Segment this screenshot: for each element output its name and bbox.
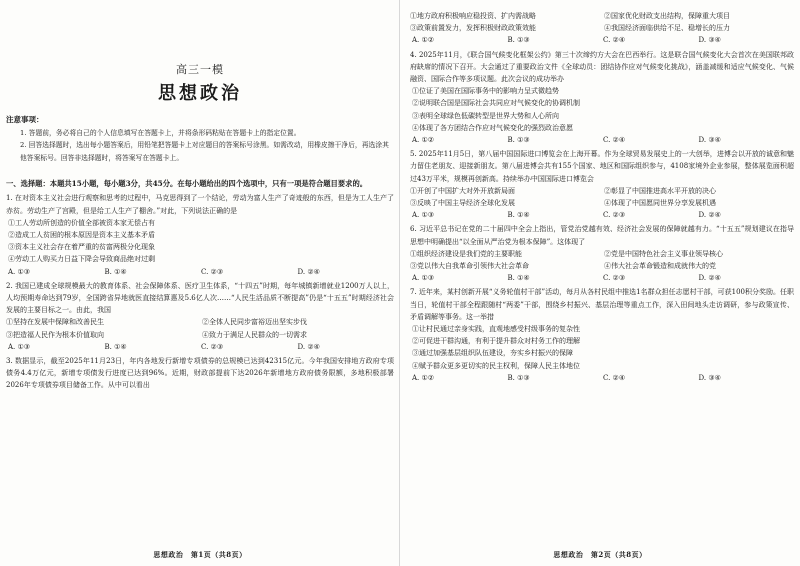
statement-option: ③通过加强基层组织队伍建设，夯实乡村振兴的保障 [412,349,573,358]
statement-option: ①工人劳动所创造的价值全部被资本家无偿占有 [8,218,155,227]
statement-option: ④体现了中国愿同世界分享发展机遇 [604,199,716,208]
statement-option: ②可促进干群沟通，有利于提升群众对村务工作的理解 [412,337,580,346]
answer-choice-a: A. ①③ [412,274,435,283]
statement-option: ②造成工人贫困的根本原因是资本主义基本矛盾 [8,230,155,239]
statement-option: ①开创了中国扩大对外开放新局面 [410,186,515,195]
answer-choices [410,134,794,146]
answer-choice-b: B. ①④ [104,267,127,276]
statement-row [410,10,794,22]
statement-option: ②说明联合国是国际社会共同应对气候变化的协调机制 [412,99,580,108]
question-stem: 3. 数据显示，截至2025年11月23日，年内各地发行新增专项债券的总规模已达到42315亿元。今年我国安排地方政府专项债务4.4万亿元，新增专项债发行进度已达到96%。近期，财政部提前下达2026年新增地方政府债务限额，多地积极部署2026年专项债券项目储备工作。从中可以看出 [6,356,394,390]
answer-choice-b: B. ①③ [507,136,530,145]
statement-row [410,185,794,197]
answer-choice-a: A. ①② [412,373,435,382]
answer-choice-a: A. ①③ [8,267,31,276]
answer-choice-d: D. ③④ [698,373,721,382]
section-heading: 一、选择题：本题共15小题，每小题3分，共45分。在每小题给出的四个选项中，只有一项是符合题目要求的。 [6,179,368,189]
answer-choice-c: C. ②④ [603,136,626,145]
statement-option: ②全体人民同步富裕迈出坚实步伐 [202,318,307,327]
statement-option: ③党以伟大自我革命引领伟大社会革命 [410,262,529,271]
question-3-options [410,10,794,47]
question-stem: 2. 我国已建成全球规模最大的教育体系、社会保障体系、医疗卫生体系，“十四五”时期，每年城镇新增就业1200万人以上，人均预期寿命达到79岁，全国跨省异地就医直接结算惠及5.6亿人次……“人民生活品质不断提高”仍是“十五五”时期经济社会发展的主要目标之一。由此，我国 [6,281,394,315]
notice-heading: 注意事项： [6,115,44,125]
question-1 [6,192,394,277]
statement-option: ①地方政府积极响应稳投资、扩内需战略 [410,12,536,20]
question-stem: 4. 2025年11月，《联合国气候变化框架公约》第三十次缔约方大会在巴西举行。这是联合国气候变化大会首次在美国联邦政府缺席的情况下召开。大会通过了重要政治文件《全球动员：团结协作应对气候变化挑战》，涵盖减缓和适应气候变化、气候融资、国际合作等多项议题。此次会议的成功举办 [410,50,794,84]
statement-option: ②国家优化财政支出结构，保障重大项目 [604,12,730,20]
statement-row [6,329,394,341]
statement-option: ②党是中国特色社会主义事业领导核心 [604,249,723,258]
answer-choice-b: B. ①④ [507,274,530,283]
answer-choice-c: C. ②③ [201,342,224,351]
answer-choice-c: C. ②④ [603,36,626,45]
page-right-content [410,8,794,384]
statement-option: ②彰显了中国推进高水平开放的决心 [604,186,716,195]
question-3 [6,355,394,392]
answer-choice-d: D. ②④ [297,342,320,351]
answer-choice-d: D. ③④ [698,36,721,45]
statement-option: ④体现了各方团结合作应对气候变化的强烈政治意愿 [412,123,573,132]
statement-row [410,260,794,272]
exam-label: 高三一模 [176,63,224,76]
notice-item: 1. 答题前，务必将自己的个人信息填写在答题卡上，并将条形码粘贴在答题卡上的指定位置。 [20,128,301,137]
notice-item: 2. 回答选择题时，选出每小题答案后，用铅笔把答题卡上对应题目的答案标号涂黑。如需改动，用橡皮擦干净后，再选涂其他答案标号。回答非选择题时，将答案写在答题卡上。 [20,141,389,162]
answer-choice-b: B. ①④ [507,211,530,220]
answer-choice-c: C. ②④ [603,373,626,382]
statement-option: ③政策前置发力，发挥积极财政政策效能 [410,24,536,33]
statement-option: ③把造福人民作为根本价值取向 [6,330,104,339]
page-right [400,0,800,566]
statement-option: ①组织经济建设是我们党的主要职能 [410,249,522,258]
question-stem: 7. 近年来，某村创新开展“义务轮值村干部”活动，每月从各村民组中推选1名群众担任志愿村干部，可获100积分奖励。任职当日，轮值村干部全程跟随村“两委”干部，围绕乡村振兴、基层治理等重点工作，深入田间地头走访调研，参与政策宣传、矛盾调解等事务。这一举措 [410,288,794,321]
answer-choices [6,341,394,353]
answer-choice-b: B. ①③ [507,36,530,45]
answer-choice-d: D. ②④ [297,267,320,276]
question-7 [410,286,794,384]
statement-option: ③表明全球绿色低碳转型是世界大势和人心所向 [412,111,559,120]
answer-choice-c: C. ②③ [603,274,626,283]
statement-option: ④我国经济面临供给不足、稳增长的压力 [604,24,730,33]
statement-row [410,197,794,209]
answer-choice-a: A. ①③ [8,342,31,351]
answer-choices [410,34,794,46]
answer-choices [410,272,794,284]
answer-choices [6,266,394,278]
answer-choice-c: C. ②③ [201,267,224,276]
statement-option: ①位证了美国在国际事务中的影响力呈式微趋势 [412,87,559,96]
answer-choice-d: D. ②④ [698,274,721,283]
answer-choice-d: D. ②④ [698,211,721,220]
page-footer: 思想政治 第2页（共8页） [553,550,647,559]
answer-choices [410,209,794,221]
question-4 [410,49,794,147]
question-5 [410,148,794,221]
answer-choice-d: D. ③④ [698,136,721,145]
statement-option: ④劳动工人购买力日益下降会导致商品绝对过剩 [8,255,155,264]
answer-choice-b: B. ①④ [104,342,127,351]
statement-row [410,248,794,260]
statement-option: ③反映了中国主导经济全球化发展 [410,199,515,208]
statement-option: ④致力于满足人民群众的一切需求 [202,330,307,339]
answer-choice-a: A. ①③ [412,211,435,220]
page-left-content [6,8,394,392]
question-6 [410,223,794,284]
answer-choice-a: A. ①② [412,136,435,145]
statement-option: ①坚持在发展中保障和改善民生 [6,318,104,327]
question-stem: 6. 习近平总书记在党的二十届四中全会上指出，管党治党越有效、经济社会发展的保障就越有力。“十五五”规划建议在指导思想中明确提出“以全面从严治党为根本保障”。这体现了 [410,225,794,246]
question-stem: 5. 2025年11月5日，第八届中国国际进口博览会在上海开幕。作为全球贸易发展史上的一大创举，进博会以开放的诚意和魅力留住老朋友、迎接新朋友。第八届进博会共有155个国家、地区和国际组织参与，4108家境外企业参展，整体展览面积超过43万平米，规模再创新高。持续举办中国国际进口博览会 [410,150,794,183]
statement-row [410,22,794,34]
statement-option: ③资本主义社会存在着严重的贫富两极分化现象 [8,243,155,252]
page-footer: 思想政治 第1页（共8页） [153,550,247,559]
answer-choice-a: A. ①② [412,36,435,45]
subject-title: 思想政治 [158,83,242,105]
answer-choice-c: C. ②③ [603,211,626,220]
statement-option: ④伟大社会革命锻造和成就伟大的党 [604,262,716,271]
question-2 [6,280,394,353]
statement-option: ①让村民通过亲身实践，直观地感受村级事务的复杂性 [412,325,580,334]
answer-choice-b: B. ①③ [507,373,530,382]
answer-choices [410,372,794,384]
statement-option: ④赋予群众更多更切实的民主权利，保障人民主体地位 [412,361,580,370]
statement-row [6,316,394,328]
question-stem: 1. 在对资本主义社会进行观察和思考的过程中，马克思得到了一个结论，劳动为富人生产了奇迹般的东西，但是为工人生产了赤贫。劳动生产了宫殿，但是给工人生产了棚舍。”对此，下列说法正确的是 [6,194,394,215]
